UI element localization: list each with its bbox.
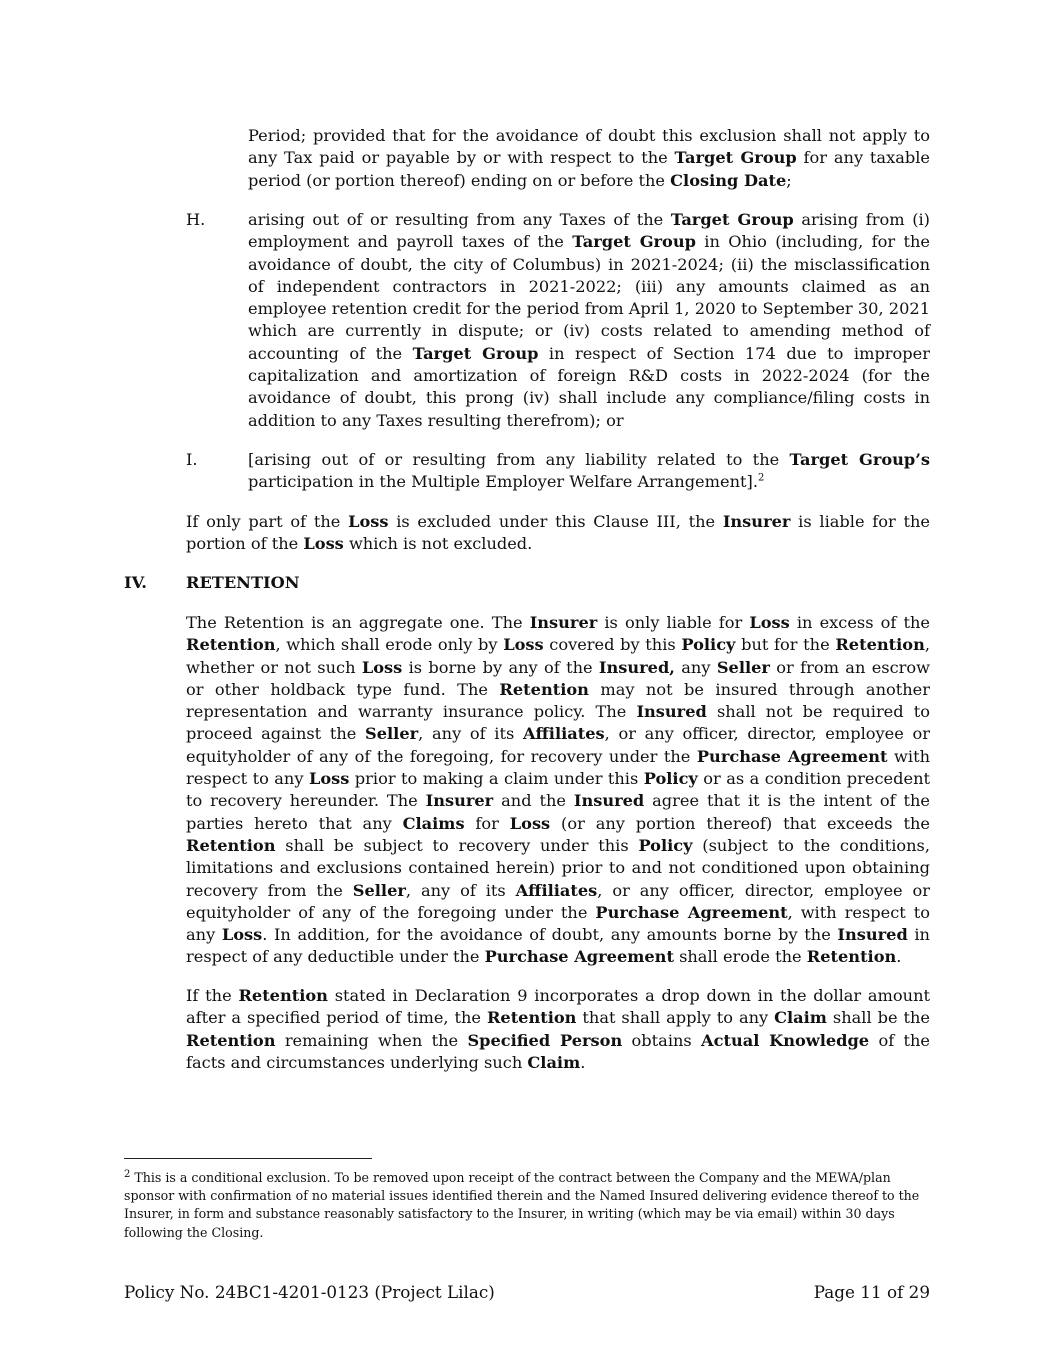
text-run: that shall apply to any	[576, 1008, 775, 1028]
text-run: , any of its	[418, 724, 523, 744]
text-run: any	[674, 657, 717, 677]
text-run: shall not be required to proceed against the	[186, 702, 930, 744]
clause-g-continuation	[248, 125, 930, 192]
defined-term: Policy	[681, 635, 736, 655]
text-run: stated in Declaration 9 incorporates a drop down in the dollar amount after a specified period of time, the	[186, 986, 931, 1028]
text-run: , or any officer, director, employee or equityholder of any of the foregoing, for recovery under the	[186, 724, 930, 766]
text-run: participation in the Multiple Employer Welfare Arrangement].	[248, 472, 758, 492]
text-run: The Retention is an aggregate one. The	[186, 613, 530, 632]
text-run: for any taxable period (or portion thereof) ending on or before the	[248, 148, 930, 190]
defined-term: Loss	[503, 635, 544, 655]
text-run: If the	[186, 986, 239, 1005]
text-run: Period; provided that for the avoidance of doubt this exclusion shall not apply to any Tax paid or payable by or with respect to the	[248, 126, 930, 168]
defined-term: Seller	[716, 657, 770, 677]
defined-term: Insured	[636, 702, 707, 722]
text-run: . In addition, for the avoidance of doubt, any amounts borne by the	[262, 925, 838, 945]
text-run: , or any officer, director, employee or equityholder of any of the foregoing under the	[186, 880, 930, 922]
text-run: , whether or not such	[186, 635, 930, 677]
text-run: for	[464, 813, 510, 833]
text-run: with respect to any	[186, 746, 931, 789]
defined-term: Target Group	[670, 210, 794, 229]
defined-term: Insured	[573, 791, 645, 811]
clause-h-text	[248, 209, 930, 432]
defined-term: Loss	[348, 512, 389, 531]
text-run: in Ohio (including, for the avoidance of doubt, the city of Columbus) in 2021-2024; (ii) the misclassification of independent contractors in 2021-2022; (iii) any amounts claimed as an employee retention credit for the period from April 1, 2020 to September 30, 2021 which are currently in dispute; or (iv) costs related to amending method of accounting of the	[248, 232, 930, 363]
text-run: .	[896, 947, 902, 967]
text-run: shall be the	[826, 1008, 930, 1028]
text-run: , which shall erode only by	[275, 635, 504, 655]
footnote-reference: 2	[757, 472, 765, 484]
defined-term: Retention	[186, 835, 276, 855]
text-run: or from an escrow or other holdback type fund. The	[186, 657, 930, 699]
clause-i-text	[248, 449, 930, 494]
text-run: may not be insured through another representation and warranty insurance policy. The	[186, 679, 930, 722]
text-run: is borne by any of the	[402, 657, 599, 677]
defined-term: Insurer	[722, 512, 791, 531]
text-run: of the facts and circumstances underlying such	[186, 1030, 931, 1072]
defined-term: Retention	[835, 635, 925, 655]
defined-term: Policy	[638, 835, 693, 855]
text-run: prior to making a claim under this	[349, 769, 644, 789]
defined-term: Target Group’s	[789, 450, 930, 469]
text-run: and the	[493, 791, 574, 811]
defined-term: Specified Person	[467, 1030, 623, 1050]
text-run: .	[580, 1052, 586, 1072]
text-run: ;	[786, 170, 792, 190]
defined-term: Retention	[499, 679, 589, 699]
text-run: [arising out of or resulting from any liability related to the	[248, 450, 790, 469]
text-run: (or any portion thereof) that exceeds the	[550, 813, 930, 833]
footnote-divider	[124, 1158, 372, 1159]
defined-term: Target Group	[572, 232, 696, 252]
text-run: arising out of or resulting from any Taxes of the	[248, 210, 671, 229]
defined-term: Seller	[352, 880, 406, 900]
defined-term: Purchase Agreement	[484, 947, 674, 967]
defined-term: Retention	[806, 947, 897, 967]
defined-term: Loss	[303, 534, 344, 554]
defined-term: Insurer	[425, 791, 494, 811]
partial-exclusion-paragraph	[186, 511, 930, 556]
defined-term: Retention	[186, 1030, 276, 1050]
defined-term: Purchase Agreement	[696, 746, 888, 766]
defined-term: Claims	[402, 813, 465, 833]
text-run: arising from (i) employment and payroll taxes of the	[248, 210, 931, 252]
text-run: or as a condition precedent to recovery hereunder. The	[186, 769, 930, 811]
defined-term: Loss	[361, 657, 403, 677]
defined-term: Purchase Agreement	[595, 902, 788, 922]
defined-term: Retention	[238, 986, 328, 1005]
defined-term: Loss	[749, 613, 790, 632]
text-run: , any of its	[405, 880, 516, 900]
clause-h-label: H.	[186, 210, 206, 229]
text-run: , with respect to any	[186, 902, 931, 945]
text-run: remaining when the	[275, 1030, 468, 1050]
footnote	[124, 1169, 930, 1242]
defined-term: Closing Date	[670, 170, 787, 190]
defined-term: Retention	[486, 1008, 577, 1028]
retention-paragraph-1	[186, 612, 930, 969]
defined-term: Target Group	[412, 343, 539, 363]
defined-term: Policy	[643, 769, 698, 789]
defined-term: Actual Knowledge	[701, 1030, 870, 1050]
text-run: shall erode the	[673, 947, 807, 967]
defined-term: Target Group	[674, 148, 797, 168]
text-run: shall be subject to recovery under this	[275, 835, 639, 855]
text-run: which is not excluded.	[343, 534, 533, 554]
text-run: in respect of Section 174 due to improper capitalization and amortization of foreign R&D costs in 2022-2024 (for the avoidance of doubt, this prong (iv) shall include any compliance/filing costs in addition to any Taxes resulting therefrom); or	[248, 343, 930, 430]
section-title: RETENTION	[186, 573, 300, 592]
text-run: agree that it is the intent of the parties hereto that any	[186, 791, 931, 833]
text-run: (subject to the conditions, limitations and exclusions contained herein) prior to and not conditioned upon obtaining recovery from the	[186, 835, 930, 900]
defined-term: Insurer	[529, 613, 598, 632]
defined-term: Retention	[186, 635, 276, 655]
text-run: obtains	[622, 1030, 702, 1050]
text-run: is excluded under this Clause III, the	[388, 512, 723, 531]
footnote-text: This is a conditional exclusion. To be removed upon receipt of the contract between the Company and the MEWA/plan sponsor with confirmation of no material issues identified therein and the Named Insured delivering evidence thereof to the Insurer, in form and substance reasonably satisfactory to the Insurer, in writing (which may be via email) within 30 days following the Closing.	[124, 1170, 920, 1240]
defined-term: Loss	[509, 813, 551, 833]
text-run: in excess of the	[789, 613, 930, 632]
defined-term: Loss	[308, 769, 350, 789]
defined-term: Seller	[365, 724, 419, 744]
defined-term: Affiliates	[522, 724, 605, 744]
defined-term: Claim	[774, 1008, 827, 1028]
text-run: is only liable for	[597, 613, 750, 632]
text-run: covered by this	[543, 635, 682, 655]
defined-term: Insured	[837, 925, 908, 945]
text-run: but for the	[735, 635, 836, 655]
defined-term: Claim	[527, 1052, 581, 1072]
defined-term: Insured,	[598, 657, 675, 677]
defined-term: Affiliates	[515, 880, 598, 900]
footer-page-number: Page 11 of 29	[813, 1282, 930, 1302]
clause-i-label: I.	[186, 450, 198, 469]
text-run: is liable for the portion of the	[186, 512, 930, 554]
defined-term: Loss	[221, 925, 263, 945]
text-run: If only part of the	[186, 512, 349, 531]
retention-paragraph-2	[186, 985, 930, 1074]
section-number: IV.	[124, 573, 147, 592]
text-run: in respect of any deductible under the	[186, 925, 930, 967]
footer-policy-number: Policy No. 24BC1-4201-0123 (Project Lilac)	[124, 1282, 495, 1302]
footnote-number: 2	[124, 1168, 131, 1180]
